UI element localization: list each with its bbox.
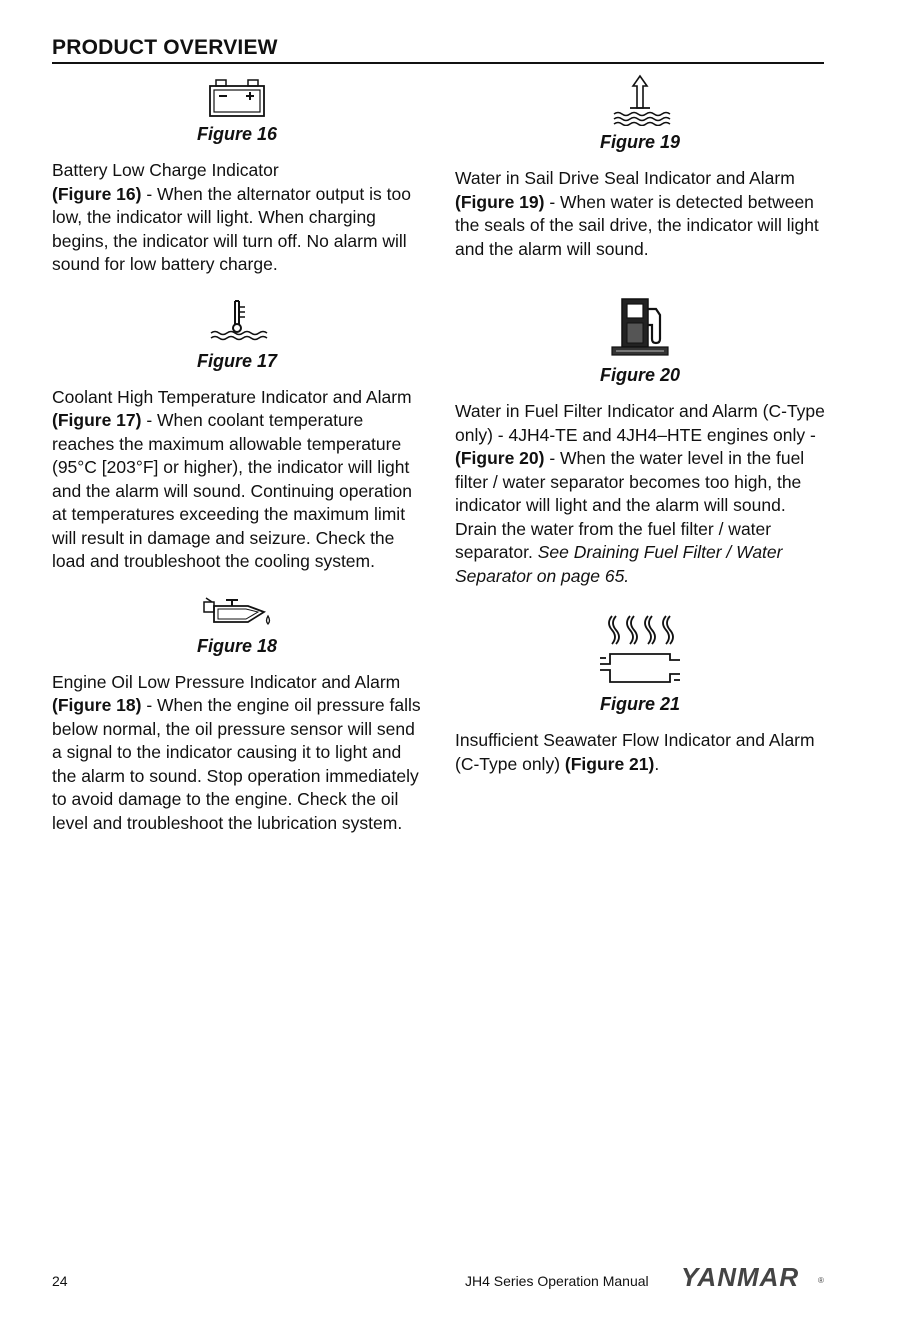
figure-21 [455, 608, 825, 688]
seawater-flow-icon [590, 608, 690, 688]
figure-19-body: - When water is detected between the seals of the sail drive, the indicator will light and the alarm will sound. [455, 191, 819, 259]
figure-16 [52, 78, 422, 118]
figure-18 [52, 594, 422, 630]
right-column [455, 74, 825, 796]
figure-16-heading: Battery Low Charge Indicator [52, 160, 279, 180]
figure-18-ref: (Figure 18) [52, 695, 142, 715]
page-number: 24 [52, 1273, 68, 1289]
battery-icon [206, 78, 268, 118]
figure-19 [455, 74, 825, 126]
figure-19-lead: Water in Sail Drive Seal Indicator and Alarm [455, 168, 795, 188]
figure-21-tail: . [654, 753, 660, 774]
figure-16-description [52, 159, 422, 277]
figure-17 [52, 297, 422, 345]
figure-20-body: - When the water level in the fuel filter / water separator becomes too high, the indicator will light and the alarm will sound. Drain the water from the fuel filter / water separator. [455, 448, 805, 562]
yanmar-logo: YANMAR [681, 1262, 800, 1292]
coolant-temperature-icon [205, 297, 269, 345]
figure-20-ref: (Figure 20) [455, 448, 545, 468]
registered-mark: ® [818, 1276, 824, 1285]
figure-17-lead: Coolant High Temperature Indicator and Alarm [52, 386, 412, 407]
figure-21-caption: Figure 21 [599, 694, 681, 714]
figure-19-caption: Figure 19 [599, 132, 681, 152]
figure-18-caption: Figure 18 [196, 635, 278, 656]
figure-16-caption: Figure 16 [196, 124, 278, 144]
manual-title: JH4 Series Operation Manual [465, 1273, 649, 1289]
figure-17-description [52, 386, 422, 574]
fuel-pump-icon [608, 295, 672, 359]
figure-19-description [455, 167, 825, 261]
left-column [52, 78, 422, 855]
figure-21-lead: Insufficient Seawater Flow Indicator and Alarm (C-Type only) [455, 730, 815, 774]
figure-16-ref: (Figure 16) [52, 183, 142, 204]
water-seal-icon [608, 74, 672, 126]
figure-20-cross-reference: See Draining Fuel Filter / Water Separator on page 65. [455, 542, 783, 586]
figure-20-caption: Figure 20 [599, 365, 681, 385]
figure-21-ref: (Figure 21) [564, 753, 655, 774]
figure-17-body: - When coolant temperature reaches the maximum allowable temperature (95°C [203°F] or higher), the indicator will light and the alarm will sound. Continuing operation at temperatures exceeding the maximum limit will result in damage and seizure. Check the load and troubleshoot the cooling system. [52, 410, 412, 571]
figure-18-description [52, 671, 422, 836]
oil-can-icon [200, 594, 274, 630]
figure-21-description [455, 729, 825, 776]
figure-17-ref: (Figure 17) [52, 410, 142, 430]
figure-17-caption: Figure 17 [196, 350, 278, 371]
figure-20-lead: Water in Fuel Filter Indicator and Alarm (C-Type only) - 4JH4-TE and 4JH4–HTE engines only - [455, 401, 825, 445]
figure-19-ref: (Figure 19) [455, 191, 545, 212]
header-divider [52, 62, 824, 64]
figure-20 [455, 295, 825, 359]
figure-16-body: - When the alternator output is too low, the indicator will light. When charging begins, the indicator will turn off. No alarm will sound for low battery charge. [52, 183, 411, 274]
figure-18-lead: Engine Oil Low Pressure Indicator and Alarm [52, 671, 401, 692]
figure-18-body: - When the engine oil pressure falls below normal, the oil pressure sensor will send a signal to the indicator causing it to light and the alarm to sound. Stop operation immediately to avoid damage to the engine. Check the oil level and troubleshoot the lubrication system. [52, 695, 421, 833]
page-title: PRODUCT OVERVIEW [52, 36, 278, 59]
figure-20-description [455, 400, 825, 588]
